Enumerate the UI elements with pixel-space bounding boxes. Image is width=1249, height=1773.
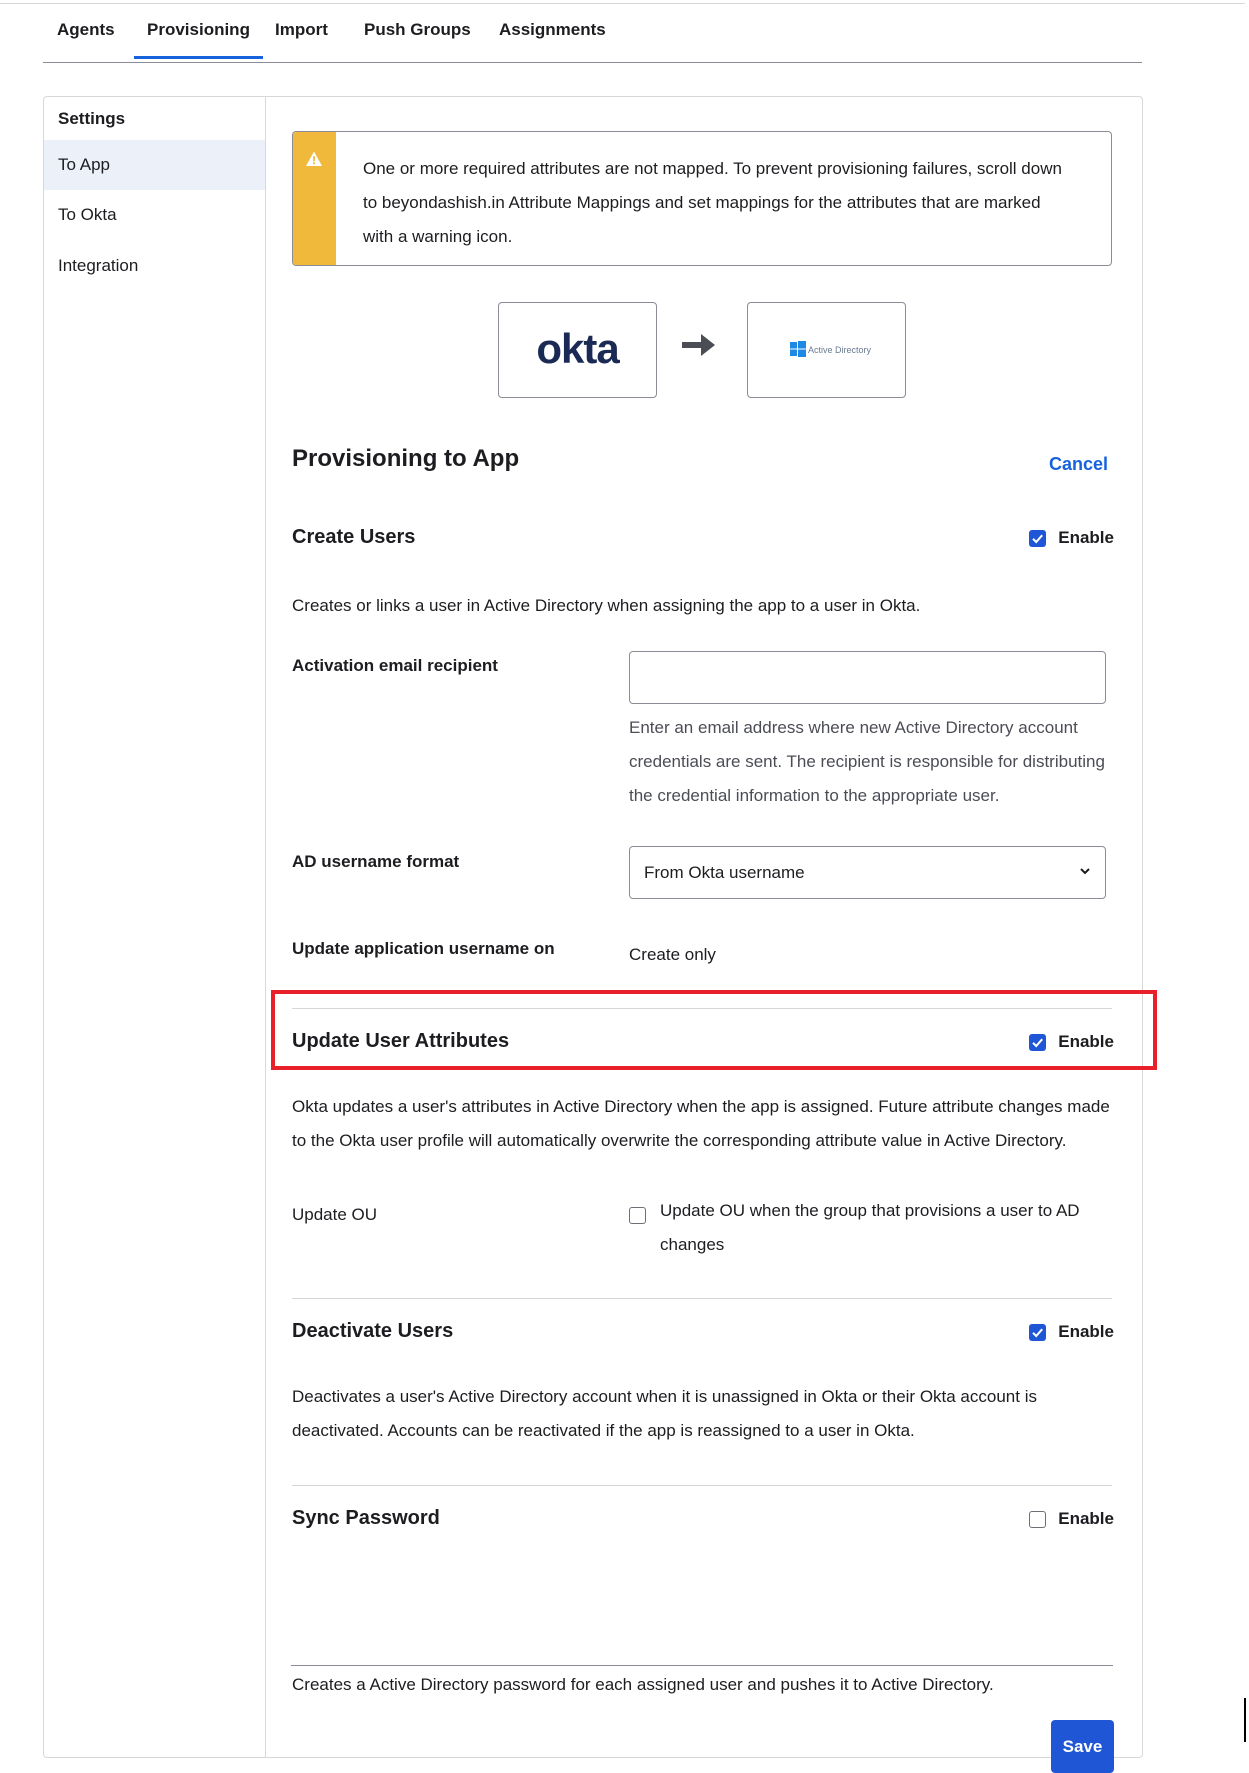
username-format-label: AD username format — [292, 852, 460, 871]
tab-assignments[interactable]: Assignments — [499, 20, 606, 39]
create-users-enable[interactable] — [1029, 528, 1114, 548]
tab-bar — [43, 0, 1142, 63]
section-divider — [292, 1298, 1112, 1299]
deactivate-users-enable[interactable] — [1029, 1322, 1114, 1342]
enable-label: Enable — [1058, 1032, 1114, 1051]
warning-icon — [305, 150, 323, 168]
username-format-value: From Okta username — [644, 863, 805, 882]
create-users-title: Create Users — [292, 526, 416, 548]
settings-panel — [43, 96, 1143, 1758]
enable-label: Enable — [1058, 1509, 1114, 1528]
deactivate-users-description: Deactivates a user's Active Directory account when it is unassigned in Okta or their Okta account is deactivated. Accounts can be reactivated if the app is reassigned to a user in Okta. — [292, 1387, 1037, 1440]
mapping-warning-alert — [292, 131, 1112, 266]
active-directory-logo — [747, 302, 906, 398]
sync-password-title: Sync Password — [292, 1507, 440, 1529]
text-cursor — [1244, 1698, 1246, 1742]
username-format-select[interactable] — [629, 846, 1106, 899]
update-ou-checkbox[interactable] — [629, 1207, 646, 1224]
okta-logo — [498, 302, 657, 398]
footer-divider — [291, 1665, 1113, 1666]
activation-email-label: Activation email recipient — [292, 656, 498, 675]
tab-provisioning[interactable]: Provisioning — [147, 20, 250, 39]
checkbox-checked-icon[interactable] — [1029, 530, 1046, 547]
highlight-box — [271, 990, 1157, 1070]
tab-push-groups[interactable]: Push Groups — [364, 20, 471, 39]
update-attributes-description: Okta updates a user's attributes in Active Directory when the app is assigned. Future attribute changes made to the Okta user profile will automatically overwrite the corresponding attribute value in Active Directory. — [292, 1097, 1110, 1150]
checkbox-checked-icon[interactable] — [1029, 1324, 1046, 1341]
sidebar-item-to-okta[interactable]: To Okta — [58, 205, 117, 224]
update-ou-option-label: Update OU when the group that provisions a user to AD changes — [660, 1201, 1080, 1254]
checkbox-unchecked-icon[interactable] — [1029, 1511, 1046, 1528]
tab-import[interactable]: Import — [275, 20, 328, 39]
activation-email-input[interactable] — [629, 651, 1106, 704]
settings-sidebar — [44, 97, 266, 1757]
deactivate-users-title: Deactivate Users — [292, 1320, 454, 1342]
page-title: Provisioning to App — [292, 445, 520, 472]
sync-password-enable[interactable] — [1029, 1509, 1114, 1529]
chevron-down-icon — [1079, 865, 1091, 877]
sync-password-description: Creates a Active Directory password for each assigned user and pushes it to Active Directory. — [292, 1675, 994, 1694]
enable-label: Enable — [1058, 528, 1114, 547]
sidebar-item-integration[interactable]: Integration — [58, 256, 139, 275]
windows-icon — [790, 341, 806, 357]
update-ou-label: Update OU — [292, 1205, 378, 1224]
arrow-right-icon — [682, 333, 716, 357]
section-divider — [292, 1485, 1112, 1486]
create-users-description: Creates or links a user in Active Directory when assigning the app to a user in Okta. — [292, 596, 921, 615]
tab-agents[interactable]: Agents — [57, 20, 115, 39]
update-attributes-title: Update User Attributes — [292, 1030, 510, 1052]
sidebar-heading: Settings — [58, 109, 126, 128]
alert-message: One or more required attributes are not mapped. To prevent provisioning failures, scroll down to beyondashish.in Attribute Mappings and set mappings for the attributes that are marked with a warning icon. — [363, 159, 1062, 246]
alert-bar — [293, 132, 336, 265]
update-username-label: Update application username on — [292, 939, 555, 958]
okta-logo-text: okta — [536, 325, 619, 372]
save-button[interactable]: Save — [1051, 1720, 1114, 1773]
enable-label: Enable — [1058, 1322, 1114, 1341]
sidebar-item-to-app[interactable]: To App — [44, 140, 265, 190]
update-username-value: Create only — [629, 945, 716, 964]
active-directory-logo-text: Active Directory — [808, 345, 872, 355]
cancel-link[interactable]: Cancel — [1049, 454, 1109, 474]
activation-email-help: Enter an email address where new Active Directory account credentials are sent. The recipient is responsible for distributing the credential information to the appropriate user. — [629, 718, 1105, 805]
